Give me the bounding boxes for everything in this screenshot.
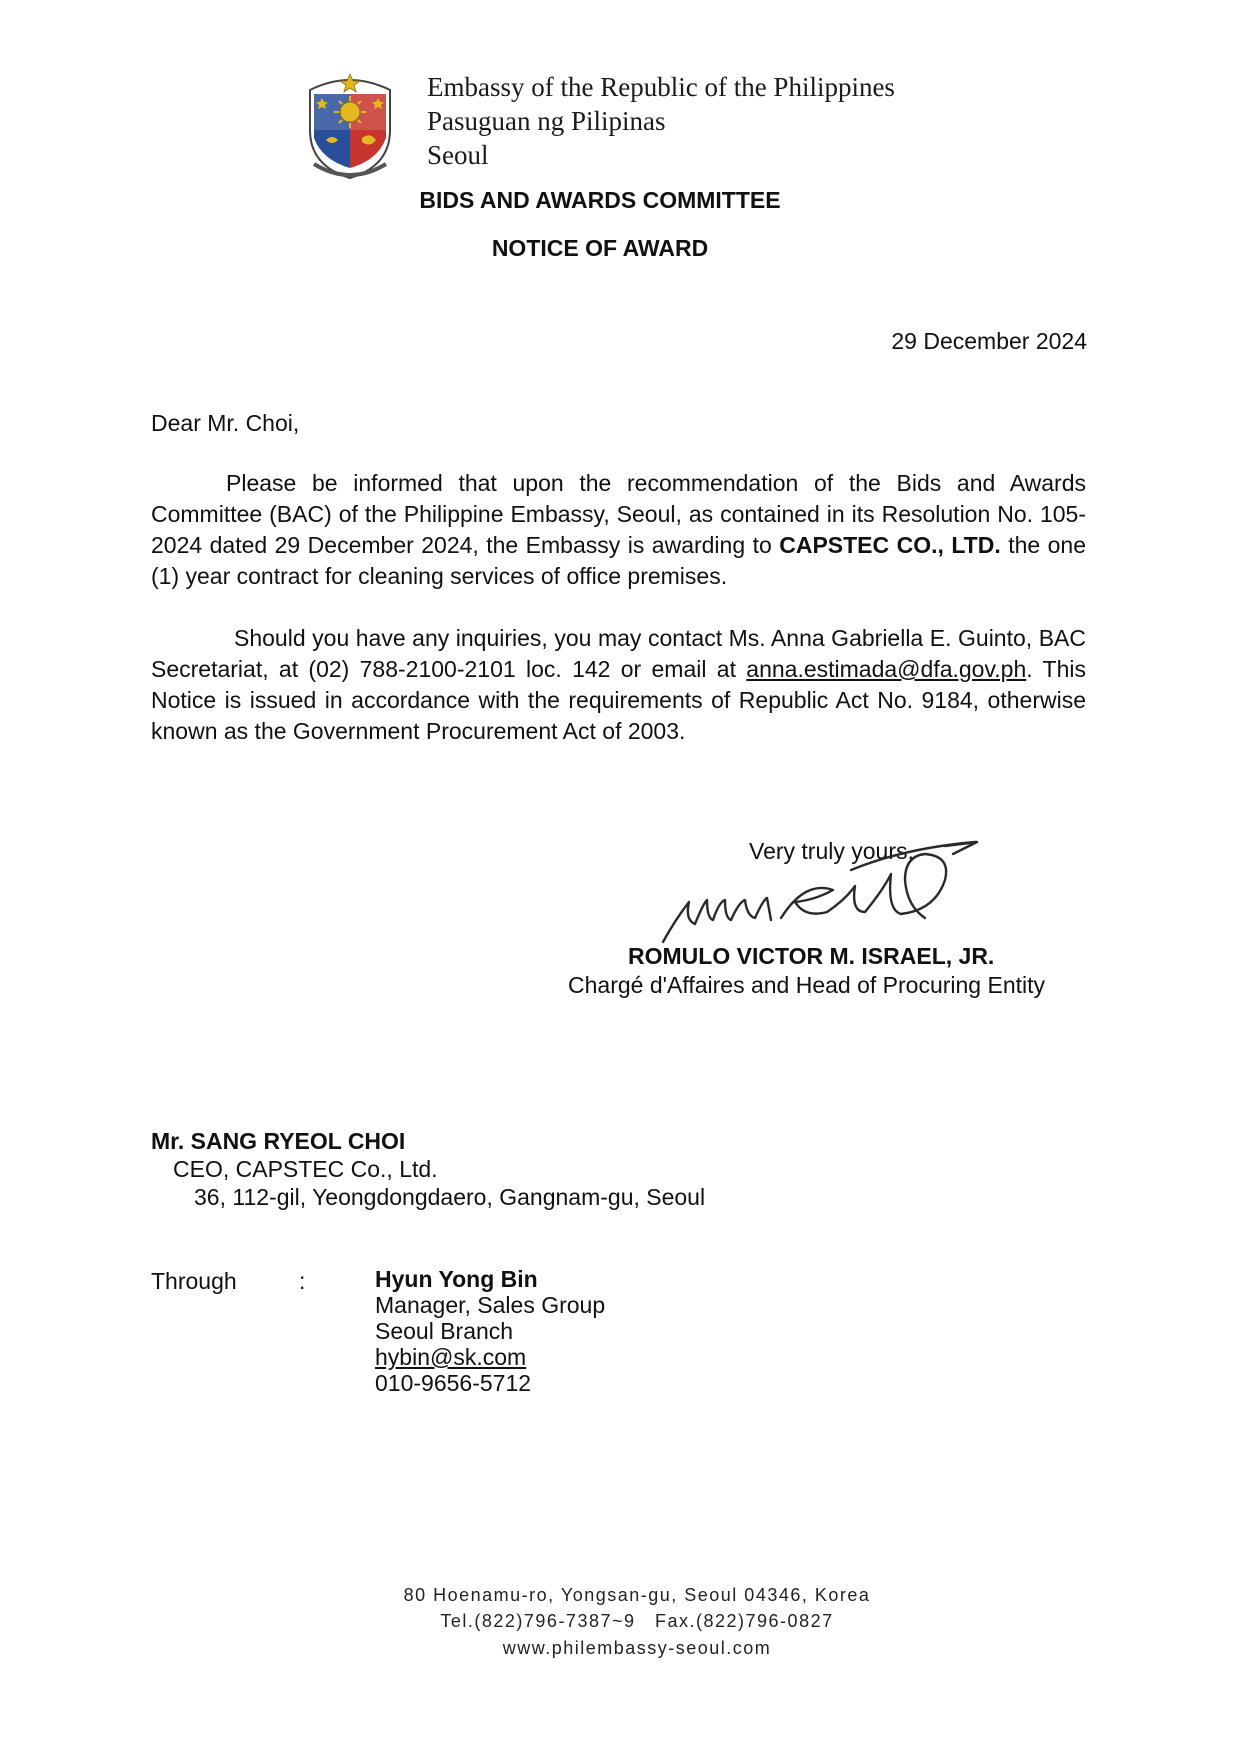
through-contact-block (375, 1266, 605, 1396)
body-paragraph-2 (151, 623, 1086, 747)
through-phone: 010-9656-5712 (375, 1370, 532, 1396)
signature-icon (655, 840, 985, 950)
through-name: Hyun Yong Bin (375, 1266, 538, 1292)
footer-address: 80 Hoenamu-ro, Yongsan-gu, Seoul 04346, Korea (403, 1585, 871, 1605)
signatory-title: Chargé d'Affaires and Head of Procuring Entity (568, 972, 1046, 998)
letter-date: 29 December 2024 (891, 328, 1087, 354)
document-title: NOTICE OF AWARD (491, 235, 709, 261)
footer-website[interactable]: www.philembassy-seoul.com (502, 1638, 772, 1658)
contact-email-link[interactable]: anna.estimada@dfa.gov.ph (746, 656, 1027, 682)
embassy-filipino-name: Pasuguan ng Pilipinas (427, 106, 666, 136)
addressee-position: CEO, CAPSTEC Co., Ltd. (173, 1156, 438, 1182)
committee-heading: BIDS AND AWARDS COMMITTEE (419, 187, 781, 213)
p1-text-end: the one (1) year contract for cleaning services of office premises. (151, 532, 1086, 589)
embassy-city: Seoul (427, 140, 489, 170)
addressee-address: 36, 112-gil, Yeongdongdaero, Gangnam-gu, Seoul (194, 1184, 706, 1210)
addressee-name: Mr. SANG RYEOL CHOI (151, 1128, 406, 1154)
footer-contact: Tel.(822)796-7387~9 Fax.(822)796-0827 (440, 1611, 834, 1631)
p2-text-start: Should you have any inquiries, you may contact Ms. Anna Gabriella E. Guinto, BAC Secretariat, at (02) 788-2100-2101 loc. 142 or email at (151, 625, 1086, 682)
p2-text-end: . This Notice is issued in accordance with the requirements of Republic Act No. 9184, otherwise known as the Government Procurement Act of 2003. (151, 656, 1086, 744)
philippine-seal-icon (300, 68, 400, 182)
body-paragraph-1 (151, 468, 1086, 592)
through-label: Through (151, 1268, 237, 1294)
closing: Very truly yours, (749, 838, 914, 864)
embassy-letterhead (427, 70, 895, 172)
embassy-name: Embassy of the Republic of the Philippines (427, 72, 895, 102)
through-email-link[interactable]: hybin@sk.com (375, 1344, 527, 1370)
p1-text-start: Please be informed that upon the recommendation of the Bids and Awards Committee (BAC) of the Philippine Embassy, Seoul, as contained in its Resolution No. 105-2024 dated 29 December 2024, the Embassy is awarding to (151, 470, 1086, 558)
through-position: Manager, Sales Group (375, 1292, 606, 1318)
awardee-name: CAPSTEC CO., LTD. (779, 532, 1001, 558)
salutation: Dear Mr. Choi, (151, 410, 300, 436)
signatory-name: ROMULO VICTOR M. ISRAEL, JR. (628, 943, 995, 969)
through-branch: Seoul Branch (375, 1318, 514, 1344)
through-colon: : (299, 1268, 306, 1294)
